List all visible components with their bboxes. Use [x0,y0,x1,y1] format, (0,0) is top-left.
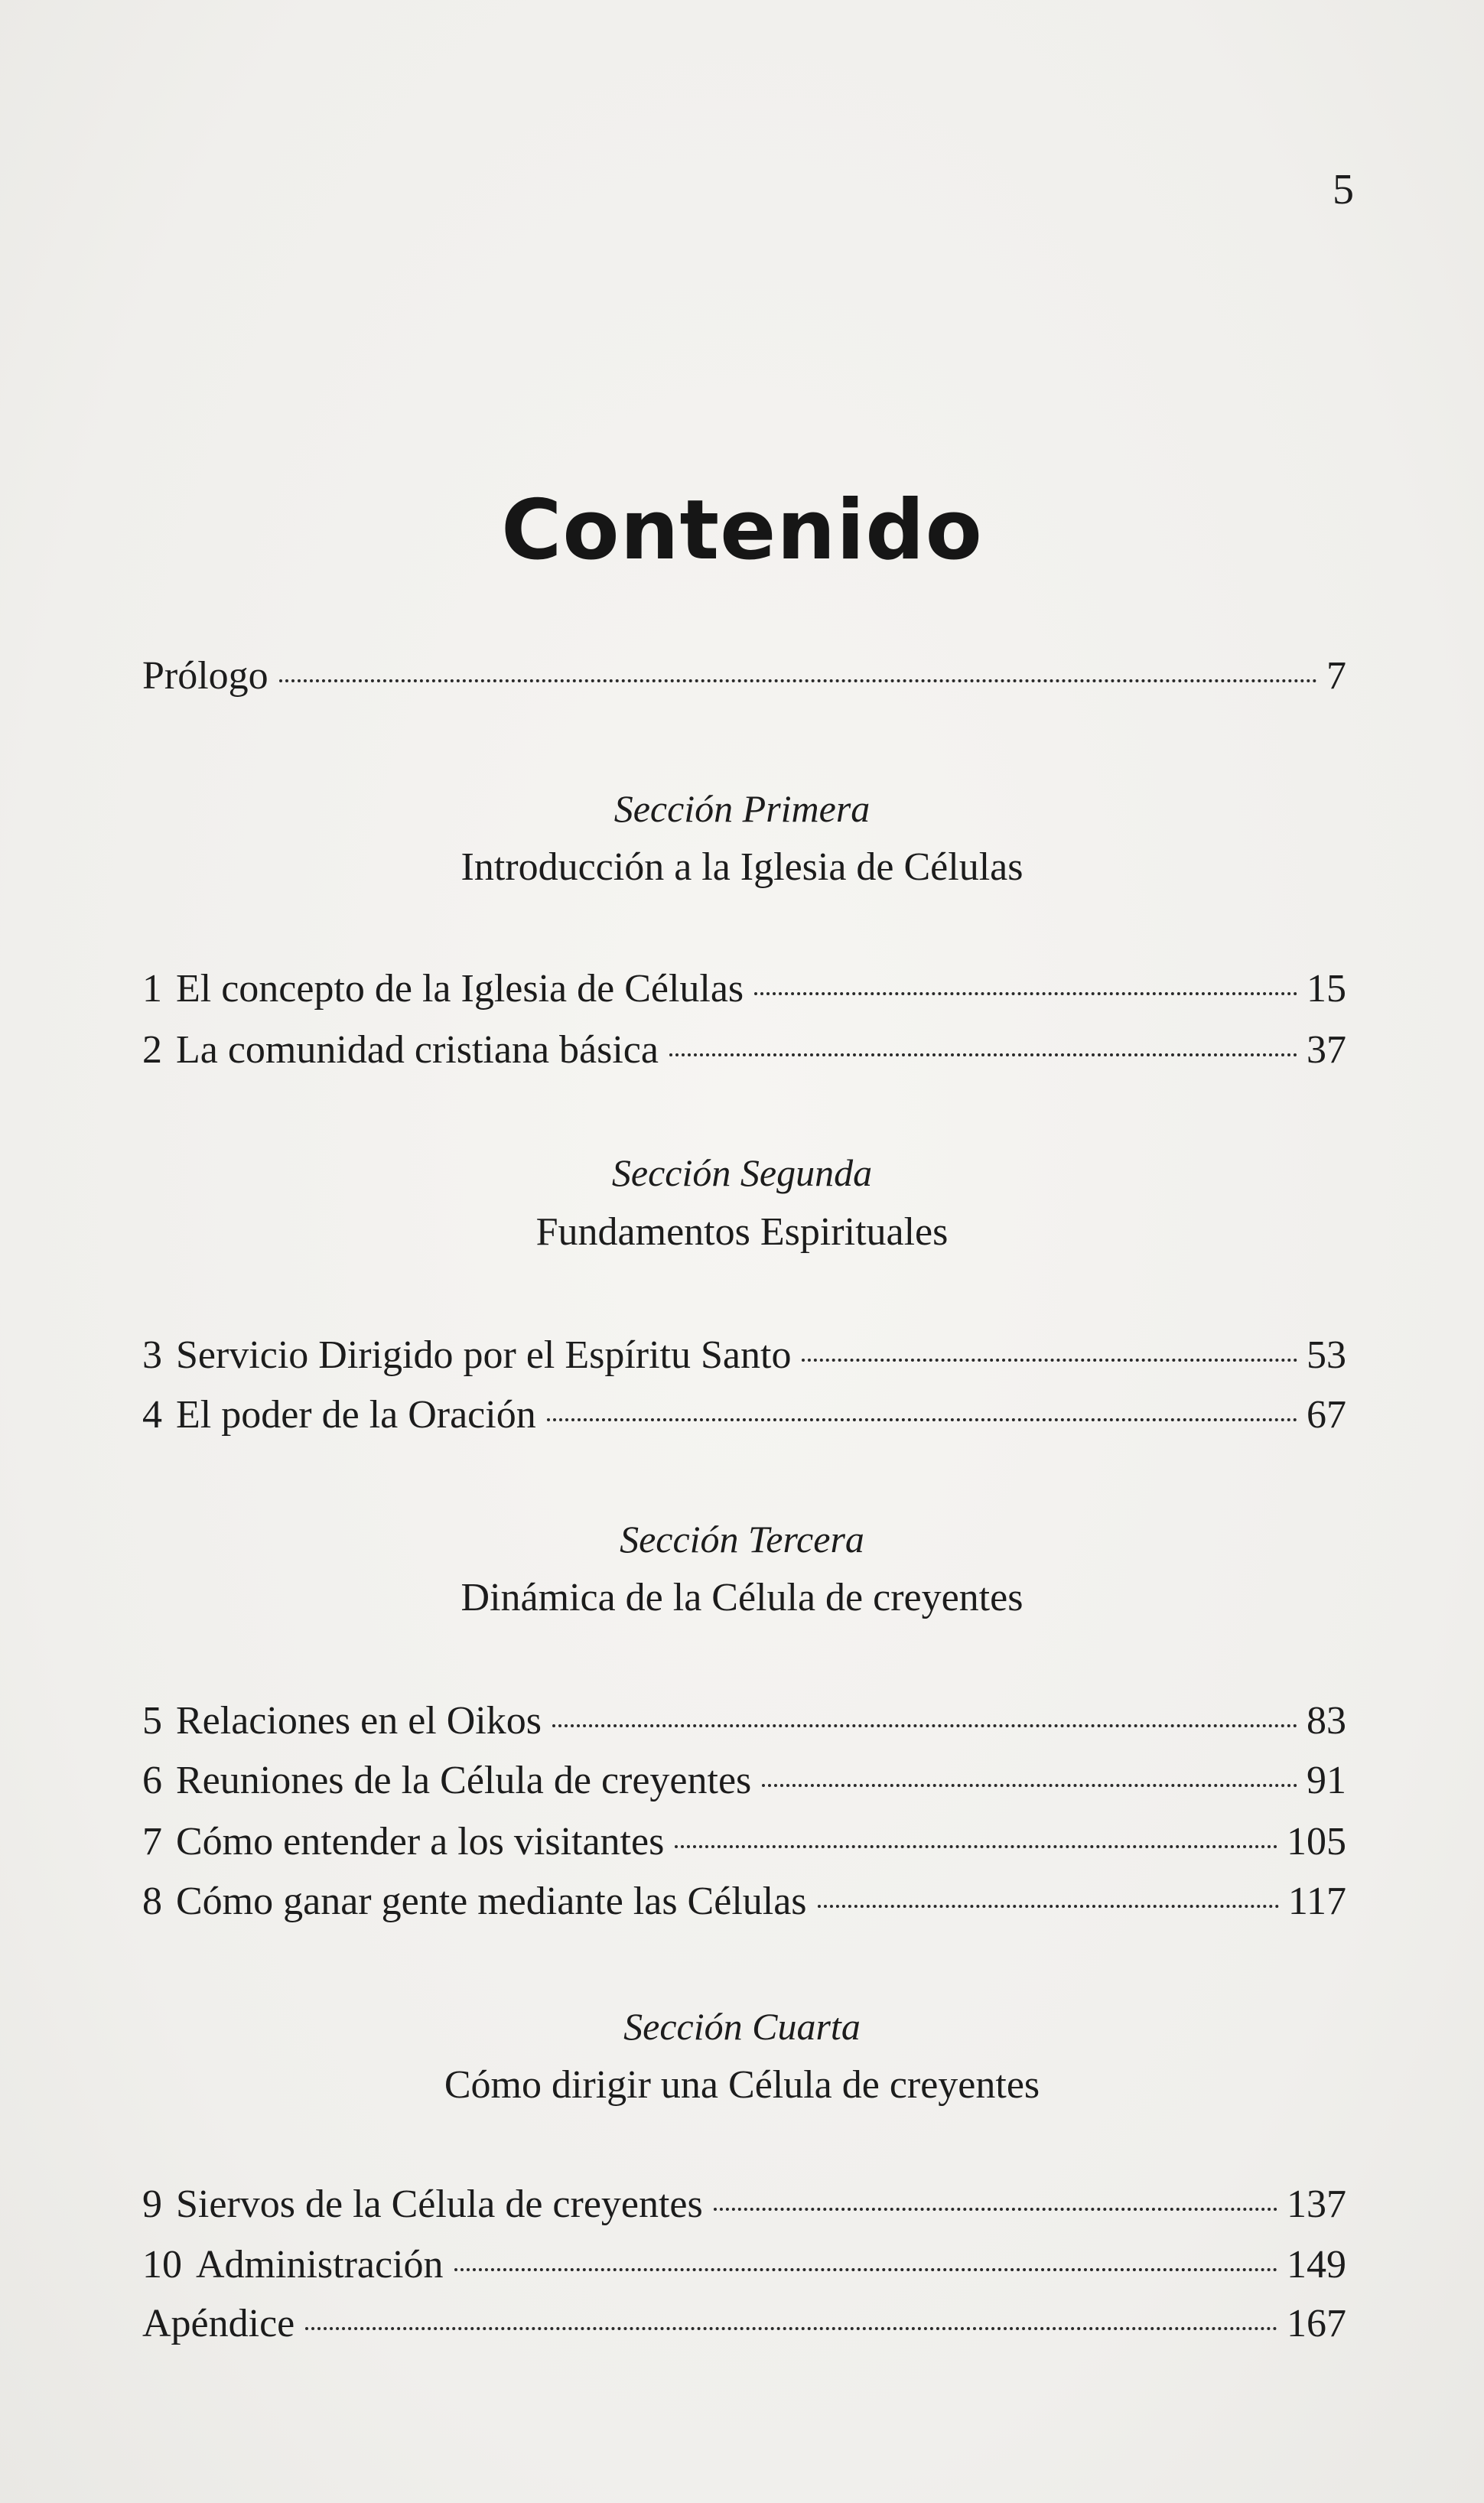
toc-entry-chapter-4 [142,1395,1346,1435]
chapter-number: 10 [142,2243,182,2287]
dot-leader [279,679,1317,682]
chapter-number: 2 [142,1028,162,1072]
chapter-number: 1 [142,967,162,1011]
toc-entry-page: 15 [1307,967,1346,1011]
dot-leader [669,1053,1297,1056]
dot-leader [802,1359,1297,1362]
chapter-number: 5 [142,1699,162,1743]
chapter-number: 7 [142,1820,162,1863]
chapter-number: 8 [142,1880,162,1923]
toc-entry-page: 37 [1307,1028,1346,1072]
toc-entry-label: Siervos de la Célula de creyentes [176,2182,703,2226]
chapter-number: 9 [142,2182,162,2226]
toc-entry-label: Relaciones en el Oikos [176,1699,542,1743]
toc-entry-chapter-7 [142,1822,1346,1862]
dot-leader [454,2268,1277,2271]
toc-entry-label: Apéndice [142,2302,295,2345]
page-number: 5 [1333,166,1354,213]
toc-entry-label: Cómo ganar gente mediante las Células [176,1880,807,1923]
toc-entry-page: 105 [1287,1820,1346,1863]
toc-entry-prologo [142,656,1346,696]
dot-leader [675,1845,1277,1848]
dot-leader [305,2327,1277,2330]
dot-leader [714,2208,1277,2211]
toc-entry-label: Reuniones de la Célula de creyentes [176,1759,752,1802]
toc-entry-label: Prólogo [142,654,268,698]
section-label: Sección Primera [613,787,871,830]
chapter-number: 3 [142,1333,162,1377]
toc-entry-page: 7 [1326,654,1346,698]
toc-entry-page: 53 [1307,1333,1346,1377]
toc-entry-chapter-9 [142,2182,1346,2226]
toc-entry-chapter-1 [142,969,1346,1009]
toc-entry-page: 167 [1287,2302,1346,2345]
section-title: Cómo dirigir una Célula de creyentes [444,2063,1040,2107]
dot-leader [547,1418,1297,1421]
toc-entry-page: 67 [1307,1393,1346,1437]
toc-entry-label: Administración [196,2243,444,2287]
chapter-number: 4 [142,1393,162,1437]
dot-leader [754,992,1297,995]
dot-leader [818,1905,1279,1908]
section-label: Sección Cuarta [623,2005,861,2048]
toc-entry-chapter-10 [142,2245,1346,2285]
section-label: Sección Tercera [620,1518,864,1561]
page-title: Contenido [501,483,983,578]
toc-entry-page: 149 [1287,2243,1346,2287]
dot-leader [552,1724,1297,1727]
dot-leader [762,1784,1297,1787]
chapter-number: 6 [142,1759,162,1802]
toc-entry-label: El poder de la Oración [176,1393,536,1437]
section-title: Dinámica de la Célula de creyentes [460,1576,1024,1619]
toc-entry-chapter-5 [142,1701,1346,1741]
toc-entry-apendice [142,2304,1346,2344]
section-title: Introducción a la Iglesia de Células [460,845,1024,889]
section-title: Fundamentos Espirituales [535,1210,949,1254]
toc-entry-page: 83 [1307,1699,1346,1743]
toc-entry-chapter-8 [142,1882,1346,1922]
toc-entry-label: Cómo entender a los visitantes [176,1820,665,1863]
toc-entry-page: 117 [1287,1880,1346,1923]
toc-entry-label: La comunidad cristiana básica [176,1028,659,1072]
toc-entry-page: 91 [1307,1759,1346,1802]
section-label: Sección Segunda [611,1151,873,1194]
toc-entry-label: El concepto de la Iglesia de Células [176,967,744,1011]
toc-entry-page: 137 [1287,2182,1346,2226]
toc-entry-label: Servicio Dirigido por el Espíritu Santo [176,1333,792,1377]
toc-entry-chapter-6 [142,1761,1346,1801]
toc-entry-chapter-2 [142,1030,1346,1070]
toc-entry-chapter-3 [142,1333,1346,1377]
